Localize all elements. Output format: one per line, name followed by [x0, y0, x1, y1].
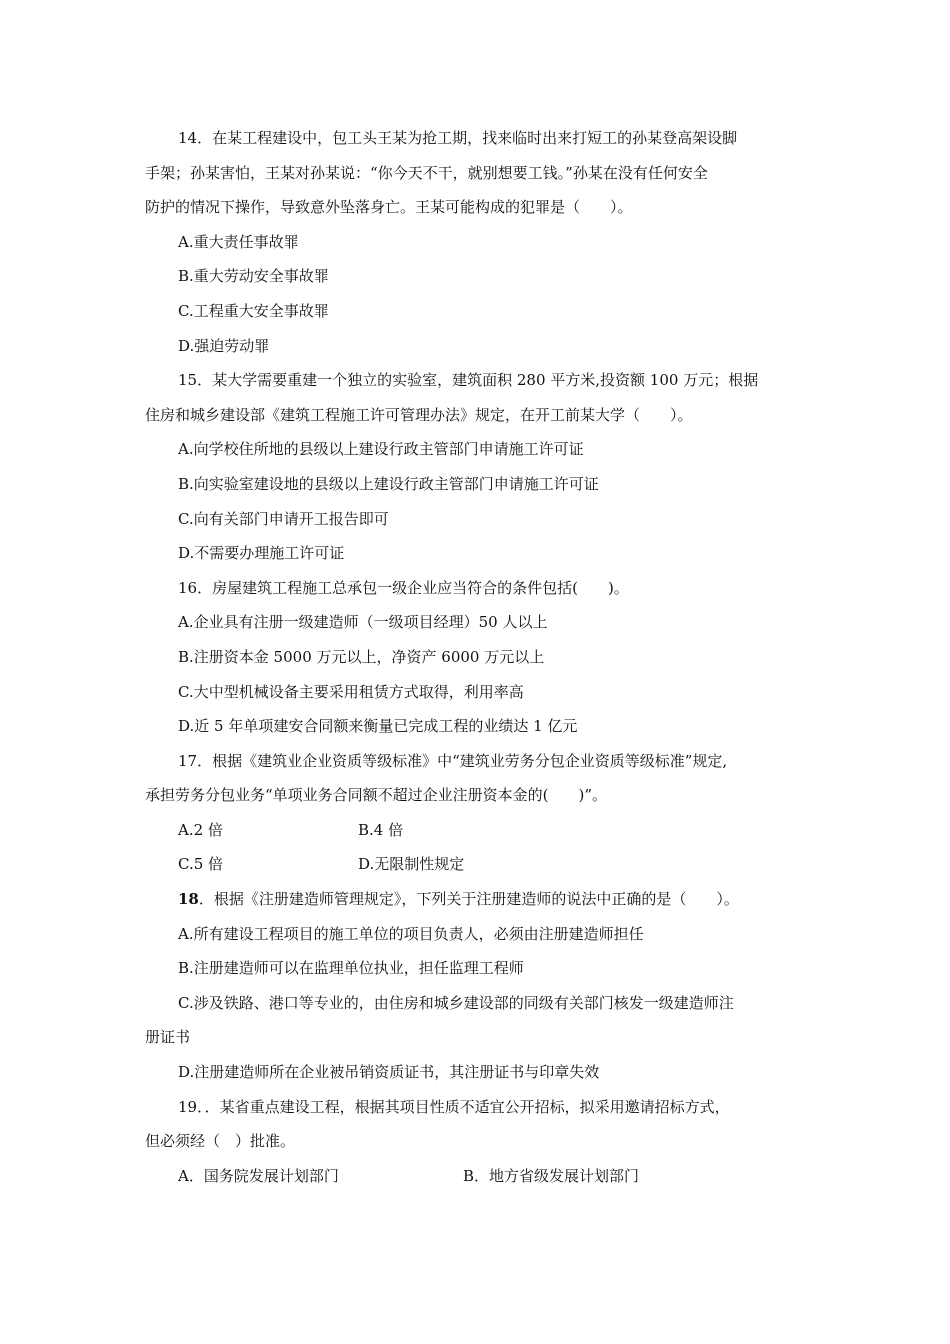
option-b: B．地方省级发展计划部门 — [463, 1166, 640, 1185]
question-stem-line: 14．在某工程建设中，包工头王某为抢工期，找来临时出来打短工的孙某登高架设脚 — [178, 129, 738, 147]
question-18 — [145, 882, 810, 1090]
question-16 — [145, 571, 810, 744]
option-a: A.2 倍 — [178, 820, 223, 839]
option-d: D.无限制性规定 — [358, 855, 465, 874]
question-stem-line: 承担劳务分包业务“单项业务合同额不超过企业注册资本金的( )”。 — [145, 786, 608, 805]
option-c: C.5 倍 — [178, 855, 224, 874]
question-stem-line: 手架；孙某害怕，王某对孙某说：“你今天不干，就别想要工钱。”孙某在没有任何安全 — [145, 163, 708, 182]
option-a: A.所有建设工程项目的施工单位的项目负责人，必须由注册建造师担任 — [178, 924, 644, 943]
option-b: B.向实验室建设地的县级以上建设行政主管部门申请施工许可证 — [178, 474, 599, 493]
option-c: C.向有关部门申请开工报告即可 — [178, 509, 389, 528]
question-15 — [145, 363, 810, 571]
question-19 — [145, 1090, 810, 1194]
question-17 — [145, 744, 810, 882]
option-b: B.注册资本金 5000 万元以上，净资产 6000 万元以上 — [178, 647, 545, 666]
question-stem-line: 但必须经（ ）批准。 — [145, 1132, 296, 1151]
option-b: B.注册建造师可以在监理单位执业，担任监理工程师 — [178, 959, 524, 978]
question-stem-line — [145, 882, 810, 917]
option-row — [145, 847, 810, 882]
option-c: C.涉及铁路、港口等专业的，由住房和城乡建设部的同级有关部门核发一级建造师注 — [178, 993, 734, 1012]
option-d: D.注册建造师所在企业被吊销资质证书，其注册证书与印章失效 — [178, 1063, 600, 1082]
question-stem-line: 19．．某省重点建设工程，根据其项目性质不适宜公开招标，拟采用邀请招标方式， — [178, 1097, 730, 1116]
question-14 — [145, 121, 810, 363]
question-list — [145, 121, 810, 1193]
question-stem-line: 防护的情况下操作，导致意外坠落身亡。王某可能构成的犯罪是（ ）。 — [145, 198, 633, 217]
option-c: C.工程重大安全事故罪 — [178, 301, 329, 320]
option-d: D.强迫劳动罪 — [178, 336, 270, 355]
question-stem-line: 15．某大学需要重建一个独立的实验室，建筑面积 280 平方米,投资额 100 万元；根据 — [178, 371, 759, 390]
question-number: 18 — [178, 890, 199, 909]
option-row — [145, 813, 810, 848]
option-d: D.近 5 年单项建安合同额来衡量已完成工程的业绩达 1 亿元 — [178, 717, 578, 736]
option-b: B.重大劳动安全事故罪 — [178, 267, 329, 286]
question-stem-line: 住房和城乡建设部《建筑工程施工许可管理办法》规定，在开工前某大学（ ）。 — [145, 405, 693, 424]
option-a: A.向学校住所地的县级以上建设行政主管部门申请施工许可证 — [178, 440, 584, 459]
option-a: A．国务院发展计划部门 — [178, 1166, 339, 1185]
option-d: D.不需要办理施工许可证 — [178, 544, 345, 563]
option-row — [145, 1159, 810, 1194]
option-c: C.大中型机械设备主要采用租赁方式取得，利用率高 — [178, 682, 524, 701]
question-stem-text: ．根据《注册建造师管理规定》，下列关于注册建造师的说法中正确的是（ ）。 — [198, 890, 739, 909]
option-a: A.重大责任事故罪 — [178, 232, 299, 251]
option-c-continued: 册证书 — [145, 1028, 191, 1047]
question-stem-line: 17．根据《建筑业企业资质等级标准》中“建筑业劳务分包企业资质等级标准”规定, — [178, 751, 728, 770]
question-stem-line: 16．房屋建筑工程施工总承包一级企业应当符合的条件包括( )。 — [178, 578, 629, 597]
option-b: B.4 倍 — [358, 820, 404, 839]
option-a: A.企业具有注册一级建造师（一级项目经理）50 人以上 — [178, 613, 548, 632]
